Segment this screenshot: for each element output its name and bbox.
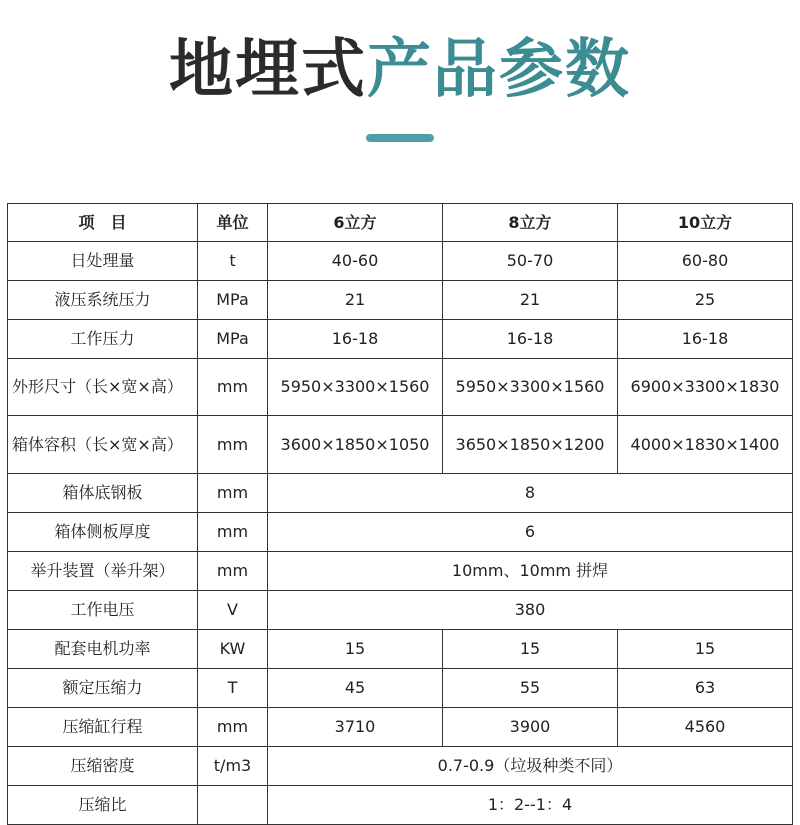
- table-row: [8, 242, 793, 281]
- row-unit-cell: mm: [198, 708, 268, 747]
- header-cell-10m3: 10立方: [618, 204, 793, 242]
- header-cell-6m3: 6立方: [268, 204, 443, 242]
- row-item-cell: 举升装置（举升架）: [8, 552, 198, 591]
- row-value-cell: 3900: [443, 708, 618, 747]
- row-item-cell: 箱体侧板厚度: [8, 513, 198, 552]
- row-item-cell: 工作电压: [8, 591, 198, 630]
- row-unit-cell: T: [198, 669, 268, 708]
- row-value-cell: 4560: [618, 708, 793, 747]
- row-unit-cell: mm: [198, 474, 268, 513]
- row-unit-cell: mm: [198, 359, 268, 416]
- row-merged-value-cell: 0.7-0.9（垃圾种类不同）: [268, 747, 793, 786]
- row-value-cell: 5950×3300×1560: [443, 359, 618, 416]
- table-row: [8, 786, 793, 825]
- row-item-cell: 箱体容积（长×宽×高）: [8, 416, 198, 474]
- table-row: [8, 747, 793, 786]
- row-item-cell: 压缩缸行程: [8, 708, 198, 747]
- table-row: [8, 513, 793, 552]
- row-value-cell: 16-18: [268, 320, 443, 359]
- row-merged-value-cell: 8: [268, 474, 793, 513]
- table-row: [8, 359, 793, 416]
- table-header-row: [8, 204, 793, 242]
- row-value-cell: 5950×3300×1560: [268, 359, 443, 416]
- row-unit-cell: MPa: [198, 281, 268, 320]
- row-item-cell: 工作压力: [8, 320, 198, 359]
- row-unit-cell: mm: [198, 552, 268, 591]
- row-item-cell: 箱体底钢板: [8, 474, 198, 513]
- row-value-cell: 15: [268, 630, 443, 669]
- header-cell-unit: 单位: [198, 204, 268, 242]
- row-value-cell: 3650×1850×1200: [443, 416, 618, 474]
- row-merged-value-cell: 10mm、10mm 拼焊: [268, 552, 793, 591]
- table-row: [8, 591, 793, 630]
- row-item-cell: 配套电机功率: [8, 630, 198, 669]
- page-title: [0, 30, 800, 110]
- row-item-cell: 外形尺寸（长×宽×高）: [8, 359, 198, 416]
- row-item-cell: 液压系统压力: [8, 281, 198, 320]
- row-item-cell: 压缩比: [8, 786, 198, 825]
- row-value-cell: 21: [443, 281, 618, 320]
- row-value-cell: 4000×1830×1400: [618, 416, 793, 474]
- row-value-cell: 25: [618, 281, 793, 320]
- row-value-cell: 3710: [268, 708, 443, 747]
- row-unit-cell: mm: [198, 513, 268, 552]
- row-value-cell: 6900×3300×1830: [618, 359, 793, 416]
- row-item-cell: 额定压缩力: [8, 669, 198, 708]
- row-merged-value-cell: 6: [268, 513, 793, 552]
- row-unit-cell: KW: [198, 630, 268, 669]
- title-part-1: 地埋式: [169, 33, 367, 107]
- row-value-cell: 60-80: [618, 242, 793, 281]
- row-value-cell: 50-70: [443, 242, 618, 281]
- table-row: [8, 552, 793, 591]
- table-row: [8, 416, 793, 474]
- spec-table-body: [8, 204, 793, 825]
- table-row: [8, 281, 793, 320]
- row-value-cell: 40-60: [268, 242, 443, 281]
- row-value-cell: 16-18: [443, 320, 618, 359]
- row-value-cell: 45: [268, 669, 443, 708]
- table-row: [8, 708, 793, 747]
- header-cell-8m3: 8立方: [443, 204, 618, 242]
- table-row: [8, 669, 793, 708]
- row-unit-cell: t: [198, 242, 268, 281]
- table-row: [8, 474, 793, 513]
- row-value-cell: 21: [268, 281, 443, 320]
- spec-table: [7, 203, 793, 825]
- row-merged-value-cell: 1：2--1：4: [268, 786, 793, 825]
- row-merged-value-cell: 380: [268, 591, 793, 630]
- row-value-cell: 15: [443, 630, 618, 669]
- row-unit-cell: [198, 786, 268, 825]
- row-unit-cell: mm: [198, 416, 268, 474]
- row-unit-cell: t/m3: [198, 747, 268, 786]
- row-item-cell: 日处理量: [8, 242, 198, 281]
- row-value-cell: 55: [443, 669, 618, 708]
- table-row: [8, 320, 793, 359]
- row-value-cell: 3600×1850×1050: [268, 416, 443, 474]
- header-cell-item: 项 目: [8, 204, 198, 242]
- table-row: [8, 630, 793, 669]
- row-value-cell: 63: [618, 669, 793, 708]
- row-unit-cell: V: [198, 591, 268, 630]
- row-value-cell: 15: [618, 630, 793, 669]
- row-unit-cell: MPa: [198, 320, 268, 359]
- title-underline-bar: [366, 134, 434, 142]
- title-part-2: 产品参数: [367, 33, 631, 107]
- row-value-cell: 16-18: [618, 320, 793, 359]
- row-item-cell: 压缩密度: [8, 747, 198, 786]
